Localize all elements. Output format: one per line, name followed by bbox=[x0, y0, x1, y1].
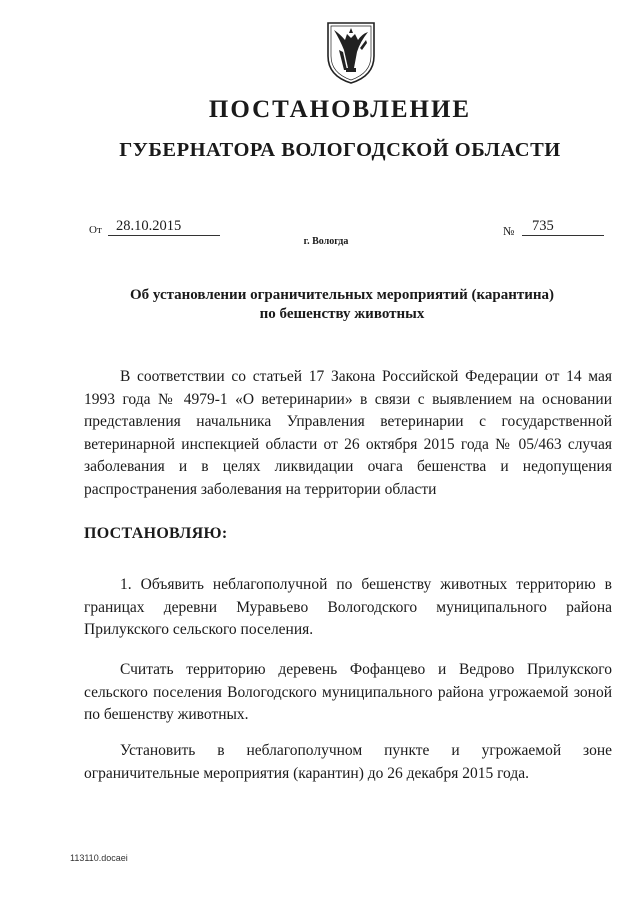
document-title: ПОСТАНОВЛЕНИЕ bbox=[208, 96, 472, 123]
number-prefix: № bbox=[503, 224, 515, 238]
subject-line-1: Об установлении ограничительных мероприятий (карантина) bbox=[130, 287, 555, 303]
subject-line-2: по бешенству животных bbox=[259, 306, 425, 322]
quarantine-paragraph: Установить в неблагополучном пункте и угрожаемой зоне ограничительные мероприятия (карантин) до 26 декабря 2015 года. bbox=[84, 742, 612, 782]
clause-1-paragraph: 1. Объявить неблагополучной по бешенству животных территорию в границах деревни Муравьево Вологодского муниципального района Прилукского сельского поселения. bbox=[84, 576, 612, 638]
coat-of-arms-emblem bbox=[324, 20, 378, 86]
document-number: 735 bbox=[522, 218, 604, 236]
threatened-zone-paragraph: Считать территорию деревень Фофанцево и Ведрово Прилукского сельского поселения Вологодского муниципального района угрожаемой зоной по бешенству животных. bbox=[84, 661, 612, 723]
document-subject bbox=[130, 286, 554, 324]
document-issuer: ГУБЕРНАТОРА ВОЛОГОДСКОЙ ОБЛАСТИ bbox=[119, 139, 561, 161]
file-identifier: 113110.docaei bbox=[70, 853, 128, 863]
decree-heading: ПОСТАНОВЛЯЮ: bbox=[84, 525, 228, 542]
preamble-paragraph: В соответствии со статьей 17 Закона Российской Федерации от 14 мая 1993 года № 4979-1 «О ветеринарии» в связи с выявлением на основании представления начальника Управления ветеринарии с государственной ветеринарной инспекцией области от 26 октября 2015 года № 05/463 случая заболевания и в целях ликвидации очага бешенства и недопущения распространения заболевания на территории области bbox=[84, 368, 612, 498]
document-date: 28.10.2015 bbox=[108, 218, 220, 236]
date-prefix: От bbox=[89, 224, 102, 236]
document-city: г. Вологда bbox=[303, 236, 349, 247]
